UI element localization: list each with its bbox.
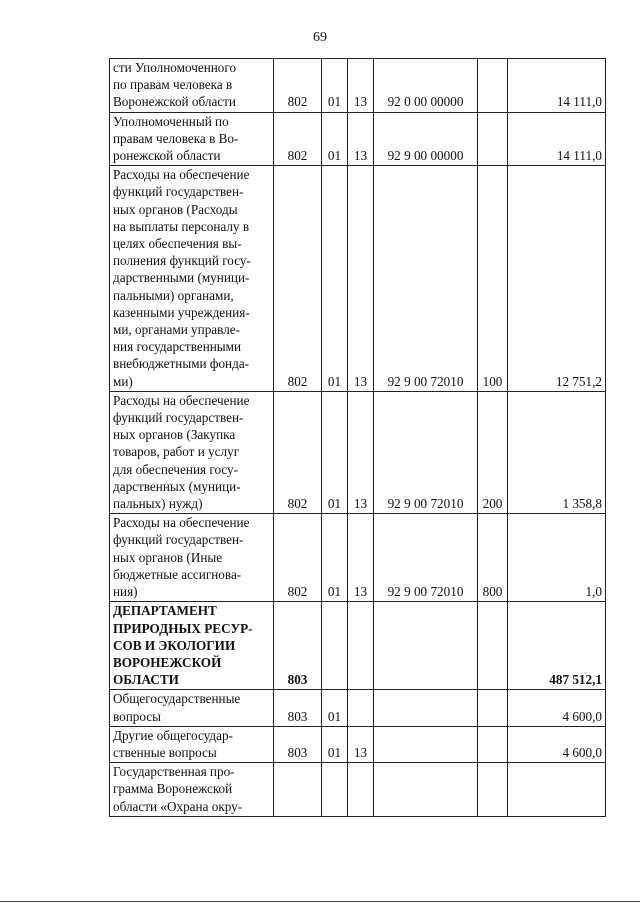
cell-item-name: Расходы на обеспечение функций государствен- ных органов (Иные бюджетные ассигнова- ния): [110, 514, 274, 602]
cell-target-article: [374, 602, 478, 690]
cell-amount: 14 111,0: [508, 112, 606, 166]
table-row: [110, 59, 606, 113]
cell-item-name: Общегосударственные вопросы: [110, 690, 274, 726]
cell-grbs-code: 803: [274, 690, 322, 726]
cell-grbs-code: 803: [274, 602, 322, 690]
cell-subsection-code: 13: [348, 391, 374, 513]
cell-grbs-code: 802: [274, 112, 322, 166]
cell-grbs-code: 802: [274, 391, 322, 513]
budget-table: [109, 58, 606, 817]
cell-item-name: Уполномоченный по правам человека в Во- ронежской области: [110, 112, 274, 166]
table-row: [110, 166, 606, 392]
cell-subsection-code: [348, 763, 374, 817]
cell-section-code: 01: [322, 726, 348, 762]
table-row: [110, 690, 606, 726]
cell-subsection-code: [348, 602, 374, 690]
table-row: [110, 112, 606, 166]
cell-section-code: 01: [322, 166, 348, 392]
cell-section-code: 01: [322, 391, 348, 513]
cell-expense-type: [478, 59, 508, 113]
cell-amount: 1,0: [508, 514, 606, 602]
cell-section-code: 01: [322, 514, 348, 602]
cell-item-name: Другие общегосудар- ственные вопросы: [110, 726, 274, 762]
cell-amount: 12 751,2: [508, 166, 606, 392]
cell-expense-type: [478, 763, 508, 817]
cell-expense-type: [478, 726, 508, 762]
table-row: [110, 391, 606, 513]
cell-amount: 4 600,0: [508, 690, 606, 726]
cell-target-article: 92 9 00 00000: [374, 112, 478, 166]
cell-amount: 487 512,1: [508, 602, 606, 690]
cell-target-article: 92 9 00 72010: [374, 166, 478, 392]
cell-subsection-code: 13: [348, 112, 374, 166]
cell-item-name: ДЕПАРТАМЕНТ ПРИРОДНЫХ РЕСУР- СОВ И ЭКОЛОГИИ ВОРОНЕЖСКОЙ ОБЛАСТИ: [110, 602, 274, 690]
cell-subsection-code: 13: [348, 166, 374, 392]
cell-target-article: 92 9 00 72010: [374, 514, 478, 602]
cell-grbs-code: 803: [274, 726, 322, 762]
cell-grbs-code: [274, 763, 322, 817]
cell-target-article: 92 0 00 00000: [374, 59, 478, 113]
cell-target-article: 92 9 00 72010: [374, 391, 478, 513]
cell-target-article: [374, 726, 478, 762]
cell-target-article: [374, 690, 478, 726]
cell-section-code: [322, 763, 348, 817]
cell-grbs-code: 802: [274, 59, 322, 113]
table-row: [110, 514, 606, 602]
cell-amount: [508, 763, 606, 817]
cell-grbs-code: 802: [274, 166, 322, 392]
cell-expense-type: [478, 602, 508, 690]
cell-expense-type: 100: [478, 166, 508, 392]
cell-item-name: Расходы на обеспечение функций государствен- ных органов (Закупка товаров, работ и услуг для обеспечения госу- дарственных (муници- пальных) нужд): [110, 391, 274, 513]
cell-amount: 14 111,0: [508, 59, 606, 113]
bottom-rule: [0, 901, 640, 902]
table-row: [110, 763, 606, 817]
cell-section-code: 01: [322, 112, 348, 166]
table-row: [110, 602, 606, 690]
table-row: [110, 726, 606, 762]
cell-amount: 4 600,0: [508, 726, 606, 762]
cell-item-name: Государственная про- грамма Воронежской области «Охрана окру-: [110, 763, 274, 817]
cell-item-name: Расходы на обеспечение функций государствен- ных органов (Расходы на выплаты персоналу в целях обеспечения вы- полнения функций госу- дарственными (муници- пальными) органами, казенными учреждения- ми, органами управле- ния государственными внебюджетными фонда- ми): [110, 166, 274, 392]
cell-subsection-code: [348, 690, 374, 726]
cell-expense-type: 800: [478, 514, 508, 602]
cell-section-code: 01: [322, 59, 348, 113]
cell-subsection-code: 13: [348, 59, 374, 113]
cell-grbs-code: 802: [274, 514, 322, 602]
cell-amount: 1 358,8: [508, 391, 606, 513]
cell-section-code: 01: [322, 690, 348, 726]
cell-subsection-code: 13: [348, 726, 374, 762]
cell-expense-type: [478, 112, 508, 166]
cell-section-code: [322, 602, 348, 690]
cell-item-name: сти Уполномоченного по правам человека в Воронежской области: [110, 59, 274, 113]
cell-target-article: [374, 763, 478, 817]
cell-subsection-code: 13: [348, 514, 374, 602]
cell-expense-type: 200: [478, 391, 508, 513]
page-number: 69: [313, 30, 327, 45]
cell-expense-type: [478, 690, 508, 726]
table-body: [110, 59, 606, 817]
